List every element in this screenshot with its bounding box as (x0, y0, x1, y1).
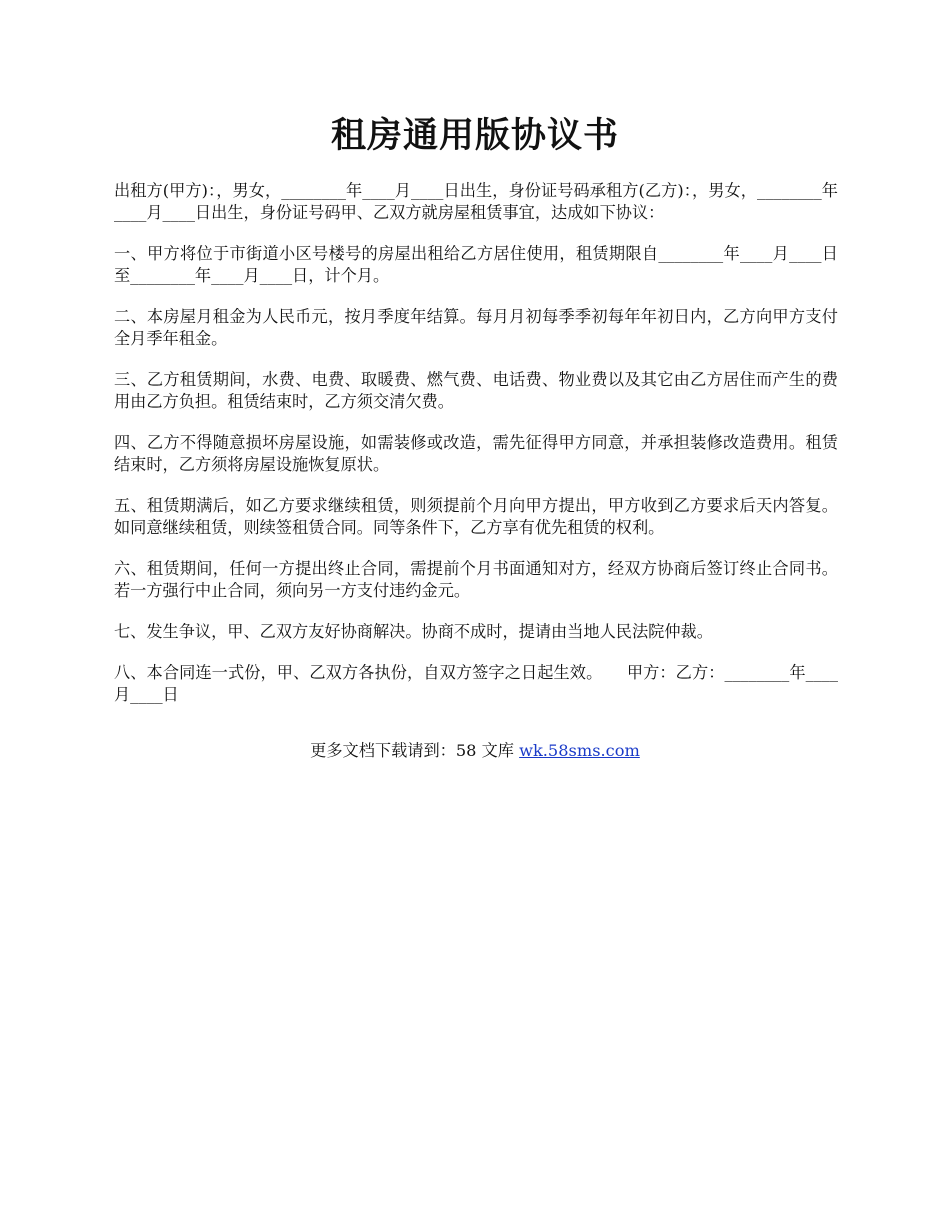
document-body (114, 180, 838, 725)
paragraph-clause-3: 三、乙方租赁期间，水费、电费、取暖费、燃气费、电话费、物业费以及其它由乙方居住而产生的费用由乙方负担。租赁结束时，乙方须交清欠费。 (114, 370, 838, 411)
paragraph-clause-1: 一、甲方将位于市街道小区号楼号的房屋出租给乙方居住使用，租赁期限自________年____月____日至________年____月____日，计个月。 (114, 244, 838, 285)
footer-link[interactable]: wk.58sms.com (519, 741, 640, 760)
paragraph-clause-6: 六、租赁期间，任何一方提出终止合同，需提前个月书面通知对方，经双方协商后签订终止合同书。若一方强行中止合同，须向另一方支付违约金元。 (114, 559, 838, 600)
document-title: 租房通用版协议书 (330, 115, 619, 156)
paragraph-clause-5: 五、租赁期满后，如乙方要求继续租赁，则须提前个月向甲方提出，甲方收到乙方要求后天内答复。如同意继续租赁，则续签租赁合同。同等条件下，乙方享有优先租赁的权利。 (114, 496, 838, 537)
paragraph-clause-4: 四、乙方不得随意损坏房屋设施，如需装修或改造，需先征得甲方同意，并承担装修改造费用。租赁结束时，乙方须将房屋设施恢复原状。 (114, 433, 838, 474)
paragraph-parties: 出租方(甲方)：，男女，________年____月____日出生，身份证号码承租方(乙方)：，男女，________年____月____日出生，身份证号码甲、乙双方就房屋租赁事宜，达成如下协议： (114, 181, 838, 222)
paragraph-clause-2: 二、本房屋月租金为人民币元，按月季度年结算。每月月初每季季初每年年初日内，乙方向甲方支付全月季年租金。 (114, 307, 838, 348)
download-footer (0, 740, 950, 762)
paragraph-clause-8: 八、本合同连一式份，甲、乙双方各执份，自双方签字之日起生效。 甲方：乙方：________年____月____日 (114, 663, 838, 704)
footer-text: 更多文档下载请到：58 文库 (310, 741, 520, 760)
paragraph-clause-7: 七、发生争议，甲、乙双方友好协商解决。协商不成时，提请由当地人民法院仲裁。 (114, 622, 713, 641)
